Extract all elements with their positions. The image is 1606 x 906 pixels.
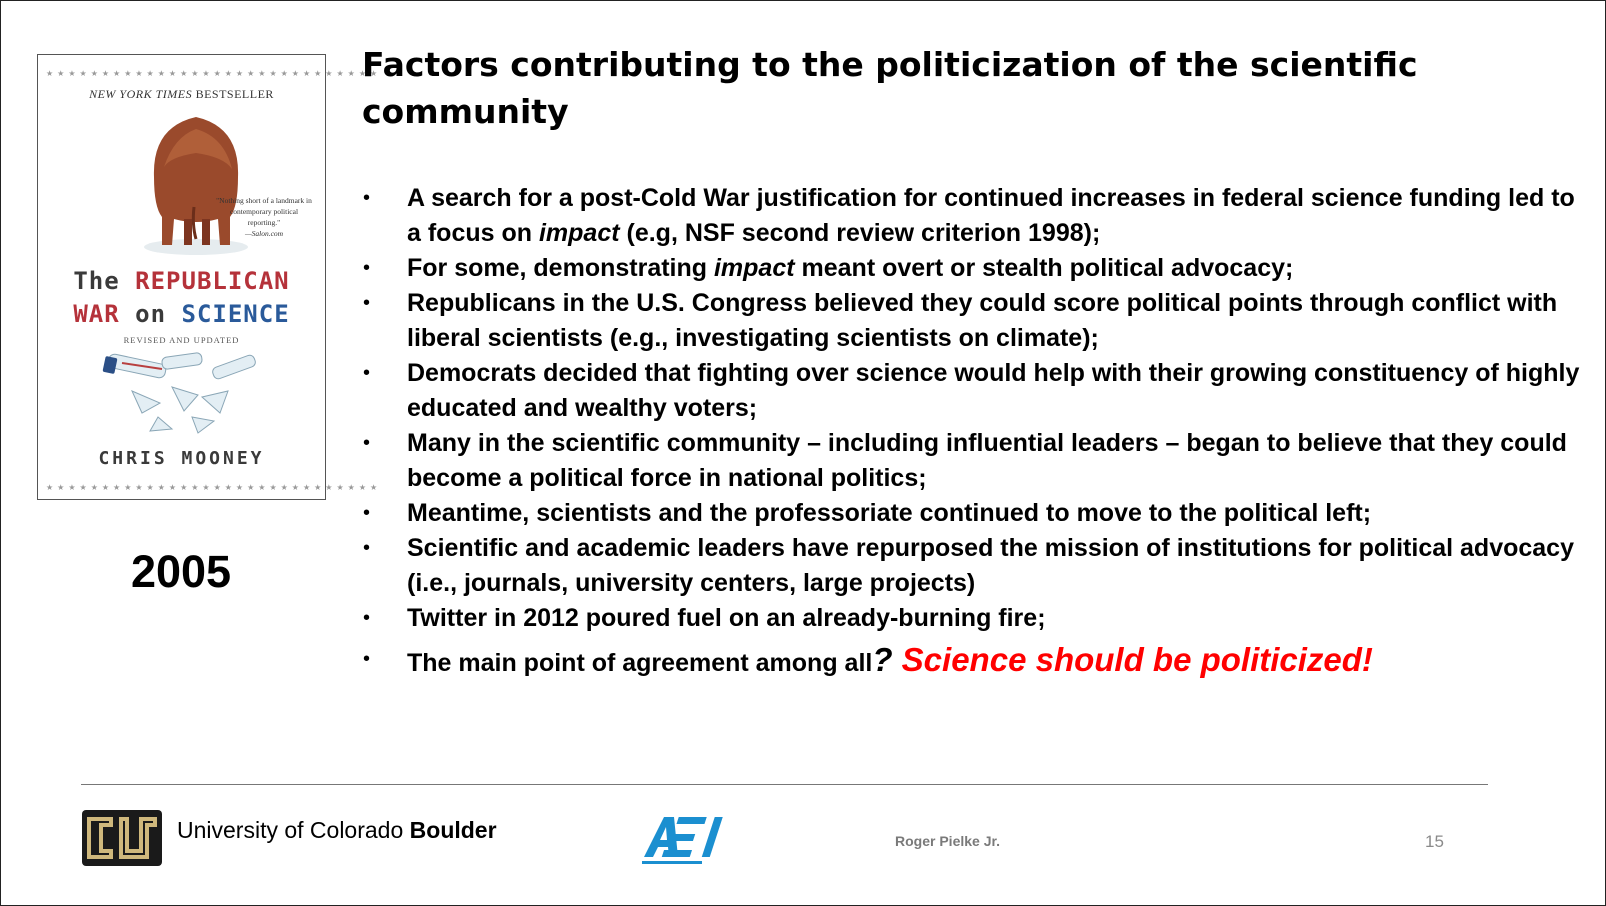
- bullet-icon: •: [363, 537, 371, 559]
- bullet-icon: •: [363, 187, 371, 209]
- badge-italic: NEW YORK TIMES: [89, 87, 193, 101]
- bullet-text: meant overt or stealth political advocacy;: [794, 254, 1294, 282]
- stars-border-top: ★★★★★★★★★★★★★★★★★★★★★★★★★★★★★★: [46, 69, 382, 78]
- book-title-on: on: [135, 300, 182, 328]
- bullet-text: For some, demonstrating: [407, 254, 714, 282]
- university-name-regular: University of Colorado: [177, 817, 410, 843]
- book-title-war: WAR: [73, 300, 136, 328]
- stars-border-bottom: ★★★★★★★★★★★★★★★★★★★★★★★★★★★★★★: [46, 483, 382, 492]
- bullet-icon: •: [363, 432, 371, 454]
- bullet-text: Democrats decided that fighting over science would help with their growing constituency of highly educated and wealthy voters;: [407, 359, 1580, 422]
- badge-rest: BESTSELLER: [192, 87, 274, 101]
- bullet-text: Scientific and academic leaders have repurposed the mission of institutions for political advocacy (i.e., journals, university centers, large projects): [407, 534, 1574, 597]
- book-cover: [37, 54, 382, 500]
- bullet-emphasis: impact: [713, 254, 795, 282]
- footer-divider: [81, 784, 1488, 785]
- list-item: [363, 356, 1588, 426]
- list-item: [363, 251, 1588, 286]
- question-mark: ?: [872, 641, 902, 678]
- edition-label: REVISED AND UPDATED: [123, 335, 240, 345]
- book-title-line-1: [38, 267, 325, 295]
- bullet-text: Twitter in 2012 poured fuel on an already-burning fire;: [407, 604, 1046, 632]
- factor-list: [363, 181, 1588, 681]
- press-blurb: [214, 195, 314, 239]
- list-item: [363, 496, 1588, 531]
- publication-year: 2005: [130, 546, 232, 597]
- university-name: [177, 817, 497, 844]
- presenter-name: Roger Pielke Jr.: [895, 833, 1001, 849]
- list-item: [363, 286, 1588, 356]
- cu-buffs-logo-icon: [81, 809, 163, 867]
- page-number: 15: [1425, 832, 1444, 851]
- bullet-emphasis: impact: [538, 219, 620, 247]
- bullet-text: Republicans in the U.S. Congress believed they could score political points through conflict with liberal scientists (e.g., investigating scientists on climate);: [407, 289, 1558, 352]
- aei-logo-icon: [638, 807, 738, 869]
- bullet-icon: •: [363, 292, 371, 314]
- bullet-text: A search for a post-Cold War justification for continued increases in federal science funding led to a focus on: [407, 184, 1575, 247]
- list-item: [363, 601, 1588, 636]
- bullet-icon: •: [363, 607, 371, 629]
- bullet-text: Meantime, scientists and the professoriate continued to move to the political left;: [407, 499, 1372, 527]
- bullet-text: (e.g, NSF second review criterion 1998);: [619, 219, 1101, 247]
- book-title-line-2: [38, 300, 325, 328]
- book-title-the: The: [73, 267, 136, 295]
- list-item: [363, 531, 1588, 601]
- book-title-republican: REPUBLICAN: [135, 267, 290, 295]
- broken-test-tubes-icon: [102, 351, 272, 435]
- book-title-science: SCIENCE: [181, 300, 290, 328]
- highlight-conclusion: Science should be politicized!: [901, 641, 1373, 678]
- bullet-icon: •: [363, 648, 371, 670]
- bullet-icon: •: [363, 362, 371, 384]
- slide-title: Factors contributing to the politicization of the scientific community: [362, 45, 1418, 131]
- list-item: [363, 426, 1588, 496]
- university-name-bold: Boulder: [409, 817, 497, 843]
- blurb-quote: "Nothing short of a landmark in contemporary political reporting.": [216, 196, 312, 227]
- book-author: CHRIS MOONEY: [98, 448, 265, 469]
- list-item: [363, 642, 1588, 681]
- list-item: [363, 181, 1588, 251]
- bullet-icon: •: [363, 502, 371, 524]
- bestseller-badge: [38, 87, 325, 102]
- bullet-text: Many in the scientific community – including influential leaders – began to believe that they could become a political force in national politics;: [407, 429, 1567, 492]
- blurb-source: —Salon.com: [244, 229, 284, 238]
- bullet-text: The main point of agreement among all: [407, 649, 873, 677]
- bullet-icon: •: [363, 257, 371, 279]
